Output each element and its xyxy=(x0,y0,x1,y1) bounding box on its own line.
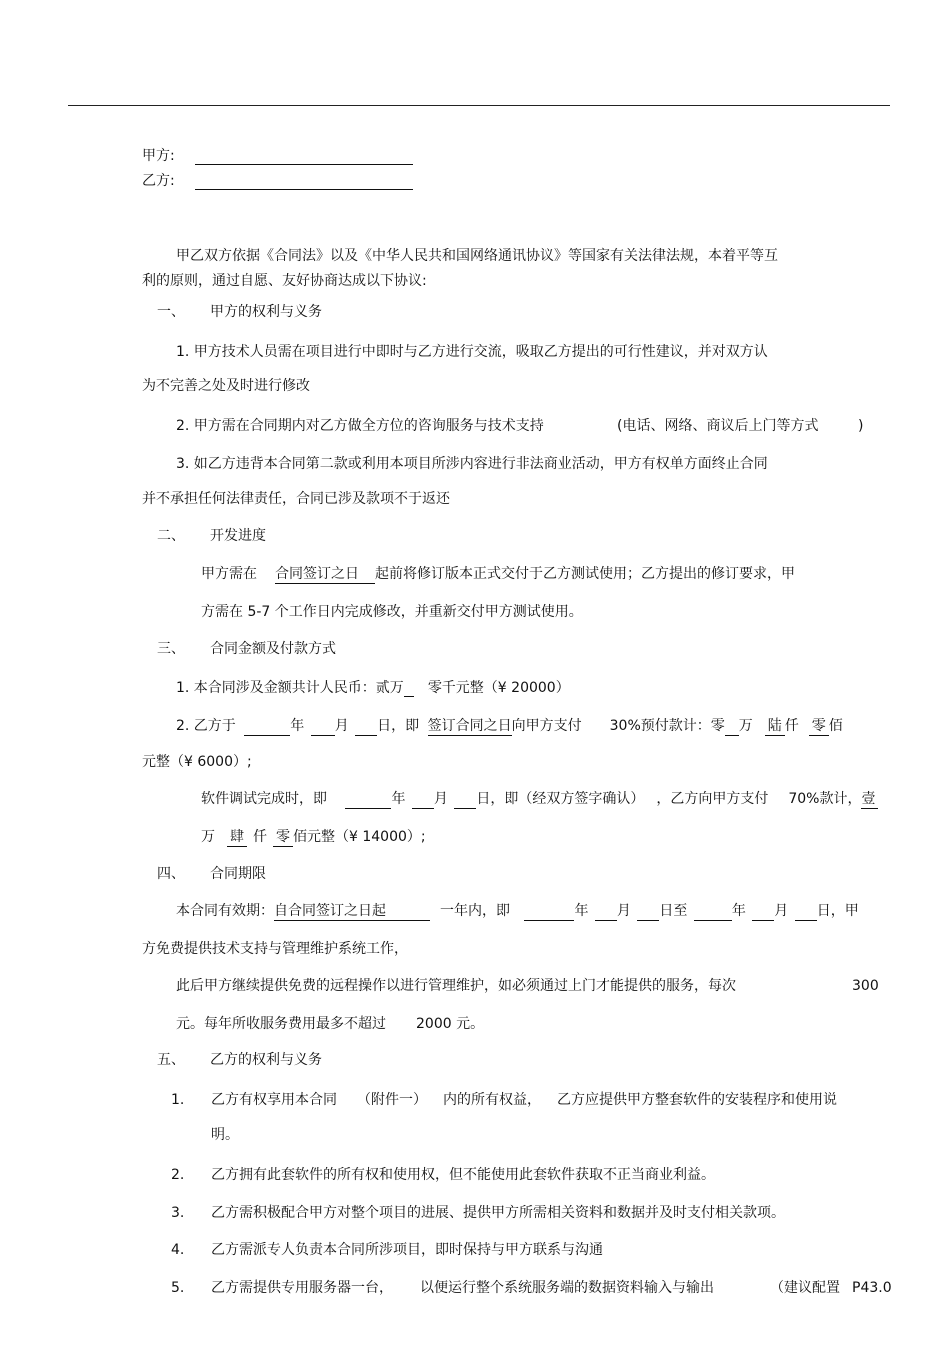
bai-label: 佰 xyxy=(828,718,843,734)
section-4-number: 四、 xyxy=(157,866,185,882)
month-label: 月 xyxy=(334,718,349,734)
s4-end-year[interactable] xyxy=(694,906,732,921)
s3-sign-date: 签订合同之日 xyxy=(427,718,512,734)
s5-item-4-text: 乙方需派专人负责本合同所涉项目，即时保持与甲方联系与沟通 xyxy=(211,1242,603,1258)
s3-software-line-2 xyxy=(201,828,426,847)
s1-item-1-line-1: 1. 甲方技术人员需在项目进行中即时与乙方进行交流，吸取乙方提出的可行性建议，并对双方认 xyxy=(176,344,768,360)
s1-item-2-close: ) xyxy=(858,418,864,434)
party-b-row xyxy=(142,172,413,190)
s4-start-day[interactable] xyxy=(637,906,659,921)
section-3-number: 三、 xyxy=(157,641,185,657)
year-label: 年 xyxy=(574,903,589,919)
s5-item-1-text-a: 乙方有权享用本合同 xyxy=(211,1092,337,1108)
s3-sw-year-field[interactable] xyxy=(345,794,391,809)
s4-line-1 xyxy=(176,902,859,921)
party-a-label: 甲方: xyxy=(142,148,175,164)
s4-fee-per-visit: 300 xyxy=(852,978,879,994)
s3-digit-yi: 壹 xyxy=(861,790,878,809)
s3-pay-text-2: ，乙方向甲方支付 xyxy=(656,791,769,807)
s3-pay-text: 向甲方支付 xyxy=(511,718,582,734)
s4-validity-label: 本合同有效期： xyxy=(176,903,274,919)
intro-line-1: 甲乙双方依据《合同法》以及《中华人民共和国网络通讯协议》等国家有关法律法规，本着平等互 xyxy=(176,248,778,264)
s5-item-2-number: 2. xyxy=(171,1167,185,1183)
wan-label: 万 xyxy=(738,718,753,734)
section-2-title: 开发进度 xyxy=(210,528,266,544)
year-label: 年 xyxy=(731,903,746,919)
s3-sw-month-field[interactable] xyxy=(412,794,434,809)
s3-item-1 xyxy=(176,679,570,697)
s4-end-day[interactable] xyxy=(795,906,817,921)
section-5-title: 乙方的权利与义务 xyxy=(210,1052,322,1068)
s3-digit-lu: 陆 xyxy=(765,717,785,736)
s3-digit-ling-3: 零 xyxy=(273,828,293,847)
s1-item-3-line-2: 并不承担任何法律责任，合同已涉及款项不于返还 xyxy=(142,491,450,507)
s2-text-1: 甲方需在 xyxy=(201,566,257,582)
s3-final-pay-text: 70%款计， xyxy=(788,791,862,807)
party-a-row xyxy=(142,147,413,165)
qian-label: 仟 xyxy=(784,718,799,734)
s3-year-field[interactable] xyxy=(244,721,290,736)
s5-item-1-text-d: 乙方应提供甲方整套软件的安装程序和使用说 xyxy=(557,1092,837,1108)
s4-max-fee-text: 元。每年所收服务费用最多不超过 xyxy=(176,1016,386,1032)
header-rule xyxy=(68,105,890,106)
s3-amount-text: 1. 本合同涉及金额共计人民币：贰万 xyxy=(176,680,404,696)
s5-item-5-text-c: （建议配置 xyxy=(770,1280,840,1296)
s5-item-5-text-a: 乙方需提供专用服务器一台， xyxy=(211,1280,393,1296)
party-b-label: 乙方: xyxy=(142,173,175,189)
s5-item-5-number: 5. xyxy=(171,1280,185,1296)
party-b-field[interactable] xyxy=(195,175,413,190)
s3-digit-ling: 零 xyxy=(710,718,725,734)
s4-start-month[interactable] xyxy=(595,906,617,921)
s2-line-2: 方需在 5-7 个工作日内完成修改，并重新交付甲方测试使用。 xyxy=(201,604,583,620)
s2-delivery-date: 合同签订之日 xyxy=(275,565,375,584)
s5-item-5-text-d: P43.0 xyxy=(852,1280,892,1296)
s3-amount-blank[interactable] xyxy=(404,682,414,697)
s1-item-2-methods: (电话、网络、商议后上门等方式 xyxy=(617,418,819,434)
s4-one-year: 一年内，即 xyxy=(440,903,510,919)
s4-max-fee-amount: 2000 元。 xyxy=(416,1016,485,1032)
s3-item-2-prefix: 2. 乙方于 xyxy=(176,718,236,734)
s5-item-1-number: 1. xyxy=(171,1092,185,1108)
s5-item-5-text-b: 以便运行整个系统服务端的数据资料输入与输出 xyxy=(420,1280,714,1296)
s4-line-3: 此后甲方继续提供免费的远程操作以进行管理维护，如必须通过上门才能提供的服务，每次 xyxy=(176,978,736,994)
s3-day-field[interactable] xyxy=(355,721,377,736)
month-label: 月 xyxy=(774,903,789,919)
s3-month-field[interactable] xyxy=(311,721,335,736)
section-1-title: 甲方的权利与义务 xyxy=(210,304,322,320)
s2-text-2: 起前将修订版本正式交付于乙方测试使用；乙方提出的修订要求，甲 xyxy=(375,566,795,582)
s3-final-amount: 佰元整（¥ 14000）; xyxy=(293,829,426,845)
s3-digit-ling-2: 零 xyxy=(809,717,829,736)
s3-software-text: 软件调试完成时，即 xyxy=(201,791,327,807)
s3-amount-total: 零千元整（¥ 20000） xyxy=(427,680,570,696)
day-label: 日，即 xyxy=(476,791,519,807)
s1-item-2-text: 2. 甲方需在合同期内对乙方做全方位的咨询服务与技术支持 xyxy=(176,418,544,434)
s4-to-label: 日至 xyxy=(659,903,688,919)
day-label: 日，即 xyxy=(377,718,420,734)
s4-line-4 xyxy=(176,1015,484,1033)
s3-sw-day-field[interactable] xyxy=(454,794,476,809)
s1-item-3-line-1: 3. 如乙方违背本合同第二款或利用本项目所涉内容进行非法商业活动，甲方有权单方面终止合同 xyxy=(176,456,768,472)
s4-line-end: 日，甲 xyxy=(816,903,859,919)
section-4-title: 合同期限 xyxy=(210,866,266,882)
s5-item-4-number: 4. xyxy=(171,1242,185,1258)
year-label: 年 xyxy=(391,791,406,807)
s3-wan-blank[interactable] xyxy=(725,721,739,736)
s5-item-3-number: 3. xyxy=(171,1205,185,1221)
s3-software-line xyxy=(201,790,878,809)
s4-end-month[interactable] xyxy=(752,906,774,921)
s4-start-year[interactable] xyxy=(524,906,574,921)
s5-item-1-text-b: （附件一） xyxy=(357,1092,427,1108)
section-1-number: 一、 xyxy=(157,304,185,320)
s3-sign-note: （经双方签字确认） xyxy=(518,791,645,807)
section-2-number: 二、 xyxy=(157,528,185,544)
s4-line-2: 方免费提供技术支持与管理维护系统工作， xyxy=(142,941,408,957)
s3-item-2-end: 元整（¥ 6000）; xyxy=(142,754,252,770)
year-label: 年 xyxy=(290,718,305,734)
s5-item-3-text: 乙方需积极配合甲方对整个项目的进展、提供甲方所需相关资料和数据并及时支付相关款项。 xyxy=(211,1205,785,1221)
month-label: 月 xyxy=(433,791,448,807)
wan-label: 万 xyxy=(201,829,215,845)
s3-item-2 xyxy=(176,717,843,736)
s3-prepay-text: 30%预付款计： xyxy=(609,718,711,734)
s5-item-2-text: 乙方拥有此套软件的所有权和使用权，但不能使用此套软件获取不正当商业利益。 xyxy=(211,1167,715,1183)
s5-item-1-text-c: 内的所有权益， xyxy=(443,1092,541,1108)
qian-label: 仟 xyxy=(253,829,267,845)
s5-item-1-text-e: 明。 xyxy=(211,1127,239,1143)
s4-start-date: 自合同签订之日起 xyxy=(274,902,430,921)
intro-line-2: 利的原则，通过自愿、友好协商达成以下协议: xyxy=(142,273,427,289)
month-label: 月 xyxy=(616,903,631,919)
section-3-title: 合同金额及付款方式 xyxy=(210,641,336,657)
party-a-field[interactable] xyxy=(195,150,413,165)
s2-line-1 xyxy=(201,565,795,584)
s3-digit-si: 肆 xyxy=(227,828,247,847)
s1-item-1-line-2: 为不完善之处及时进行修改 xyxy=(142,378,310,394)
section-5-number: 五、 xyxy=(157,1052,185,1068)
